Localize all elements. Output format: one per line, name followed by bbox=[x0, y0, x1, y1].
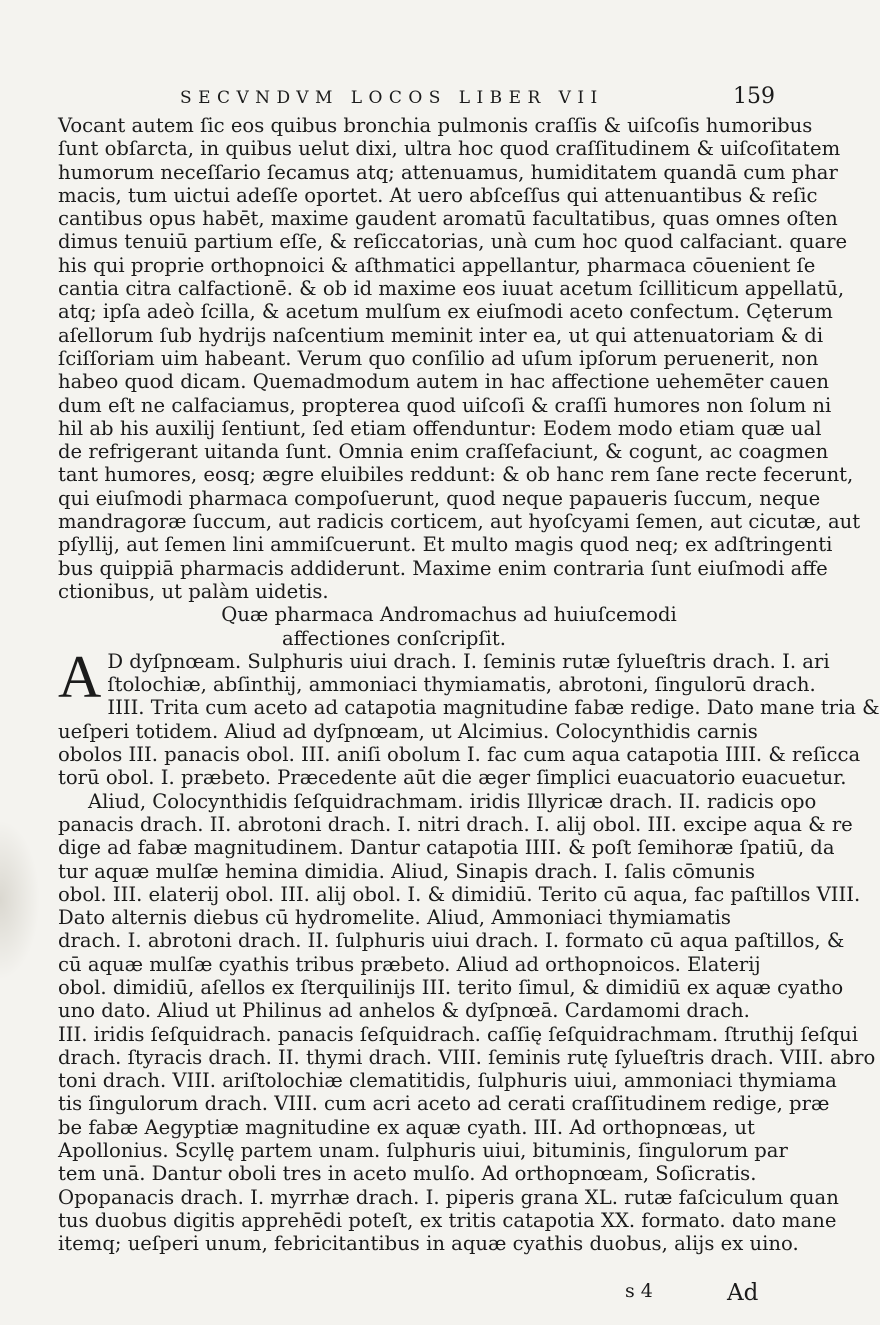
text-line: ſciſſoriam uim habeant. Verum quo conſilio ad uſum ipſorum peruenerit, non bbox=[58, 346, 819, 370]
text-line: toni drach. VIII. ariſtolochiæ clematitidis, ſulphuris uiui, ammoniaci thymiama bbox=[58, 1069, 837, 1093]
text-line: drach. ſtyracis drach. II. thymi drach. VIII. ſeminis rutę ſylueſtris drach. VIII. abro bbox=[58, 1045, 876, 1069]
text-line: habeo quod dicam. Quemadmodum autem in hac affectione uehemēter cauen bbox=[58, 370, 830, 394]
text-line: de refrigerant uitanda ſunt. Omnia enim craſſefaciunt, & cogunt, ac coagmen bbox=[58, 440, 829, 464]
text-line: pſyllij, aut ſemen lini ammiſcuerunt. Et multo magis quod neq; ex adſtringenti bbox=[58, 533, 833, 557]
text-line: tis ſingulorum drach. VIII. cum acri aceto ad cerati craſſitudinem redige, præ bbox=[58, 1092, 830, 1116]
text-line: dum eſt ne calfaciamus, propterea quod uiſcoſi & craſſi humores non ſolum ni bbox=[58, 393, 832, 417]
text-line: Dato alternis diebus cū hydromelite. Aliud, Ammoniaci thymiamatis bbox=[58, 906, 731, 930]
heading-line: affectiones conſcripſit. bbox=[281, 626, 507, 650]
water-stain bbox=[0, 820, 40, 980]
page-number: 159 bbox=[733, 84, 775, 109]
drop-cap: A bbox=[58, 643, 102, 710]
text-line: tus duobus digitis apprehēdi poteſt, ex tritis catapotia XX. formato. dato mane bbox=[58, 1208, 837, 1232]
text-line: Opopanacis drach. I. myrrhæ drach. I. piperis grana XL. rutæ faſciculum quan bbox=[58, 1185, 839, 1209]
text-line: Vocant autem ſic eos quibus bronchia pulmonis craſſis & uiſcoſis humoribus bbox=[58, 114, 813, 137]
heading-line: Quæ pharmaca Andromachus ad huiuſcemodi bbox=[221, 603, 677, 627]
text-line: D dyſpnœam. Sulphuris uiui drach. I. ſeminis rutæ ſylueſtris drach. I. ari bbox=[107, 649, 830, 673]
text-line: ſtolochiæ, abſinthij, ammoniaci thymiamatis, abrotoni, ſingulorū drach. bbox=[107, 673, 816, 697]
text-line: atq; ipſa adeò ſcilla, & acetum mulſum ex eiuſmodi aceto confectum. Cęterum bbox=[58, 300, 833, 324]
recipes-block bbox=[58, 643, 880, 1256]
text-line: be fabæ Aegyptiæ magnitudine ex aquæ cyath. III. Ad orthopnœas, ut bbox=[58, 1115, 755, 1139]
text-line: IIII. Trita cum aceto ad catapotia magnitudine fabæ redige. Dato mane tria & bbox=[107, 696, 880, 720]
text-line: hil ab his auxilij ſentiunt, ſed etiam offenduntur: Eodem modo etiam quæ ual bbox=[58, 416, 822, 440]
page-footer bbox=[0, 1280, 800, 1310]
text-line: bus quippiā pharmacis addiderunt. Maxime enim contraria ſunt eiuſmodi affe bbox=[58, 556, 828, 580]
text-line: uno dato. Aliud ut Philinus ad anhelos & dyſpnœā. Cardamomi drach. bbox=[58, 999, 750, 1023]
text-line: cantia citra calfactionē. & ob id maxime eos iuuat acetum ſcilliticum appellatū, bbox=[58, 277, 845, 301]
text-line: obolos III. panacis obol. III. aniſi obolum I. fac cum aqua catapotia IIII. & reſicca bbox=[58, 743, 861, 767]
text-line: tem unā. Dantur oboli tres in aceto mulſo. Ad orthopnœam, Soſicratis. bbox=[58, 1162, 757, 1186]
signature-mark: s 4 bbox=[625, 1280, 653, 1302]
running-head: SECVNDVM LOCOS LIBER VII bbox=[180, 88, 604, 108]
text-line: tant humores, eosq; ægre eluibiles reddunt: & ob hanc rem ſane recte fecerunt, bbox=[58, 463, 854, 487]
text-line: panacis drach. II. abrotoni drach. I. nitri drach. I. alij obol. III. excipe aqua & re bbox=[58, 812, 853, 836]
text-line: drach. I. abrotoni drach. II. ſulphuris uiui drach. I. formato cū aqua paſtillos, & bbox=[58, 929, 845, 953]
text-line: dimus tenuiū partium eſſe, & reſiccatorias, unà cum hoc quod calfaciant. quare bbox=[58, 230, 848, 254]
text-line: Apollonius. Scyllę partem unam. ſulphuris uiui, bituminis, ſingulorum par bbox=[58, 1139, 788, 1163]
text-line: aſellorum ſub hydrijs naſcentium meminit inter ea, ut qui attenuatoriam & di bbox=[58, 323, 824, 347]
text-line: ctionibus, ut palàm uidetis. bbox=[58, 579, 329, 603]
catchword: Ad bbox=[727, 1280, 759, 1306]
text-line: III. iridis ſeſquidrach. panacis ſeſquidrach. caſſię ſeſquidrachmam. ſtruthij ſeſqui bbox=[58, 1022, 859, 1046]
section-heading bbox=[58, 603, 770, 650]
text-line: obol. dimidiū, aſellos ex ſterquilinijs III. terito ſimul, & dimidiū ex aquæ cyatho bbox=[58, 975, 844, 999]
text-line: cantibus opus habēt, maxime gaudent aromatū facultatibus, quas omnes oſten bbox=[58, 207, 838, 231]
text-line: Aliud, Colocynthidis ſeſquidrachmam. iridis Illyricæ drach. II. radicis opo bbox=[88, 789, 817, 813]
text-line: cū aquæ mulſæ cyathis tribus præbeto. Aliud ad orthopnoicos. Elaterij bbox=[58, 952, 761, 976]
text-line: ſunt obſarcta, in quibus uelut dixi, ultra hoc quod craſſitudinem & uiſcoſitatem bbox=[58, 137, 841, 161]
text-line: mandragoræ ſuccum, aut radicis corticem, aut hyoſcyami ſemen, aut cicutæ, aut bbox=[58, 510, 861, 534]
text-line: obol. III. elaterij obol. III. alij obol. I. & dimidiū. Terito cū aqua, fac paſtillos VIII. bbox=[58, 882, 861, 906]
paragraph-intro bbox=[58, 114, 861, 603]
text-line: humorum neceſſario ſecamus atq; attenuamus, humiditatem quandā cum phar bbox=[58, 160, 838, 184]
text-block bbox=[58, 114, 880, 1256]
text-line: qui eiuſmodi pharmaca compoſuerunt, quod neque papaueris ſuccum, neque bbox=[58, 486, 821, 510]
text-line: his qui proprie orthopnoici & aſthmatici appellantur, pharmaca cōuenient ſe bbox=[58, 253, 816, 277]
text-line: macis, tum uictui adeſſe oportet. At uero abſceſſus qui attenuantibus & reſic bbox=[58, 183, 818, 207]
text-line: dige ad fabæ magnitudinem. Dantur catapotia IIII. & poſt ſemihoræ ſpatiū, da bbox=[58, 836, 835, 860]
text-line: torū obol. I. præbeto. Præcedente aūt die æger ſimplici euacuatorio euacuetur. bbox=[58, 766, 847, 790]
text-line: tur aquæ mulſæ hemina dimidia. Aliud, Sinapis drach. I. ſalis cōmunis bbox=[58, 859, 756, 883]
text-line: itemq; ueſperi unum, febricitantibus in aquæ cyathis duobus, alijs ex uino. bbox=[58, 1232, 799, 1256]
text-line: ueſperi totidem. Aliud ad dyſpnœam, ut Alcimius. Colocynthidis carnis bbox=[58, 719, 758, 743]
recipes-text bbox=[58, 643, 880, 1256]
